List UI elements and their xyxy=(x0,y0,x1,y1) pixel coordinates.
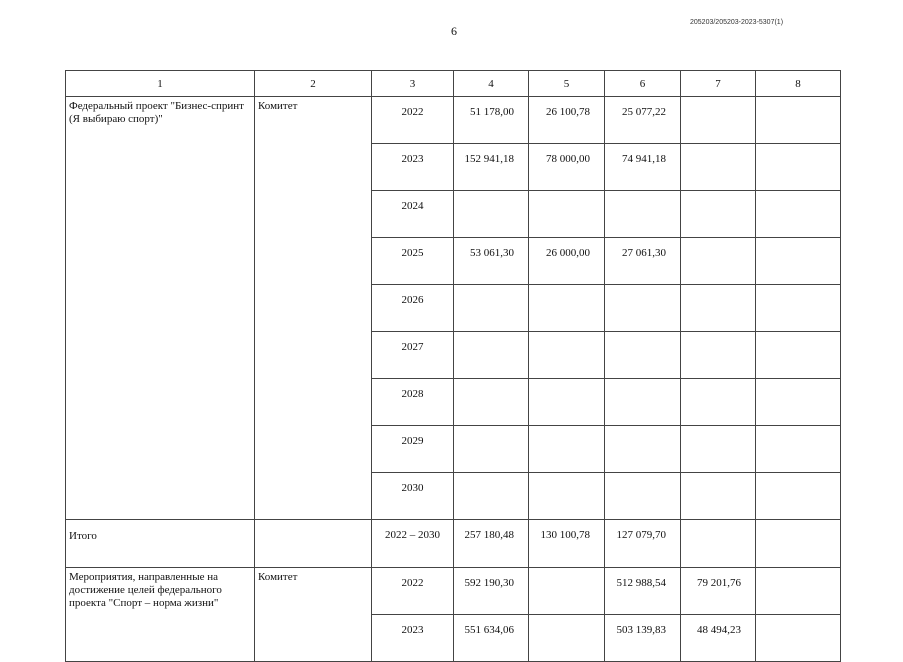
header-row xyxy=(66,71,841,97)
total-label-cell: Итого xyxy=(66,520,255,568)
total-cell: 53 061,30 xyxy=(454,238,529,285)
amount-cell: 130 100,78 xyxy=(529,520,605,568)
amount-cell xyxy=(681,238,756,285)
amount-cell xyxy=(756,615,841,662)
amount-cell: 79 201,76 xyxy=(681,568,756,615)
total-cell xyxy=(454,191,529,238)
organization-cell: Комитет xyxy=(255,97,372,520)
amount-cell xyxy=(605,332,681,379)
total-cell xyxy=(454,426,529,473)
amount-cell: 512 988,54 xyxy=(605,568,681,615)
amount-cell: 503 139,83 xyxy=(605,615,681,662)
amount-cell xyxy=(529,191,605,238)
amount-cell: 25 077,22 xyxy=(605,97,681,144)
organization-cell xyxy=(255,520,372,568)
amount-cell xyxy=(605,191,681,238)
column-header: 3 xyxy=(372,71,454,97)
amount-cell xyxy=(681,144,756,191)
amount-cell xyxy=(605,473,681,520)
amount-cell: 127 079,70 xyxy=(605,520,681,568)
amount-cell: 74 941,18 xyxy=(605,144,681,191)
amount-cell: 26 000,00 xyxy=(529,238,605,285)
total-cell xyxy=(454,473,529,520)
amount-cell xyxy=(529,285,605,332)
total-cell: 152 941,18 xyxy=(454,144,529,191)
amount-cell xyxy=(605,379,681,426)
year-cell: 2029 xyxy=(372,426,454,473)
year-cell: 2023 xyxy=(372,144,454,191)
amount-cell xyxy=(681,520,756,568)
year-cell: 2022 – 2030 xyxy=(372,520,454,568)
amount-cell xyxy=(529,473,605,520)
total-cell: 551 634,06 xyxy=(454,615,529,662)
amount-cell xyxy=(605,426,681,473)
amount-cell: 48 494,23 xyxy=(681,615,756,662)
amount-cell xyxy=(756,285,841,332)
amount-cell xyxy=(681,379,756,426)
year-cell: 2030 xyxy=(372,473,454,520)
amount-cell xyxy=(681,426,756,473)
total-cell: 257 180,48 xyxy=(454,520,529,568)
year-cell: 2024 xyxy=(372,191,454,238)
amount-cell xyxy=(756,520,841,568)
amount-cell xyxy=(605,285,681,332)
total-cell xyxy=(454,332,529,379)
amount-cell xyxy=(681,473,756,520)
amount-cell xyxy=(681,191,756,238)
year-cell: 2022 xyxy=(372,97,454,144)
amount-cell: 27 061,30 xyxy=(605,238,681,285)
year-cell: 2027 xyxy=(372,332,454,379)
amount-cell xyxy=(529,568,605,615)
year-cell: 2022 xyxy=(372,568,454,615)
amount-cell xyxy=(756,191,841,238)
project-name-cell: Мероприятия, направленные на достижение целей федерального проекта "Спорт – норма жизни" xyxy=(66,568,255,662)
page-number: 6 xyxy=(451,24,457,38)
column-header: 4 xyxy=(454,71,529,97)
column-header: 8 xyxy=(756,71,841,97)
organization-cell: Комитет xyxy=(255,568,372,662)
year-cell: 2025 xyxy=(372,238,454,285)
amount-cell xyxy=(756,97,841,144)
column-header: 6 xyxy=(605,71,681,97)
table-row xyxy=(66,568,841,615)
total-cell xyxy=(454,379,529,426)
document-code: 205203/205203-2023-5307(1) xyxy=(690,19,784,26)
amount-cell xyxy=(529,615,605,662)
amount-cell: 26 100,78 xyxy=(529,97,605,144)
amount-cell xyxy=(681,97,756,144)
amount-cell xyxy=(681,285,756,332)
total-row xyxy=(66,520,841,568)
year-cell: 2028 xyxy=(372,379,454,426)
amount-cell xyxy=(756,144,841,191)
total-cell: 592 190,30 xyxy=(454,568,529,615)
total-cell: 51 178,00 xyxy=(454,97,529,144)
amount-cell xyxy=(529,426,605,473)
amount-cell xyxy=(756,332,841,379)
amount-cell xyxy=(756,379,841,426)
amount-cell xyxy=(681,332,756,379)
amount-cell xyxy=(756,426,841,473)
column-header: 1 xyxy=(66,71,255,97)
amount-cell xyxy=(756,568,841,615)
budget-table xyxy=(65,70,841,662)
amount-cell xyxy=(529,379,605,426)
column-header: 2 xyxy=(255,71,372,97)
total-cell xyxy=(454,285,529,332)
year-cell: 2026 xyxy=(372,285,454,332)
project-name-cell: Федеральный проект "Бизнес-спринт (Я выбираю спорт)" xyxy=(66,97,255,520)
column-header: 5 xyxy=(529,71,605,97)
amount-cell xyxy=(756,473,841,520)
column-header: 7 xyxy=(681,71,756,97)
year-cell: 2023 xyxy=(372,615,454,662)
table-row xyxy=(66,97,841,144)
amount-cell xyxy=(756,238,841,285)
amount-cell xyxy=(529,332,605,379)
amount-cell: 78 000,00 xyxy=(529,144,605,191)
